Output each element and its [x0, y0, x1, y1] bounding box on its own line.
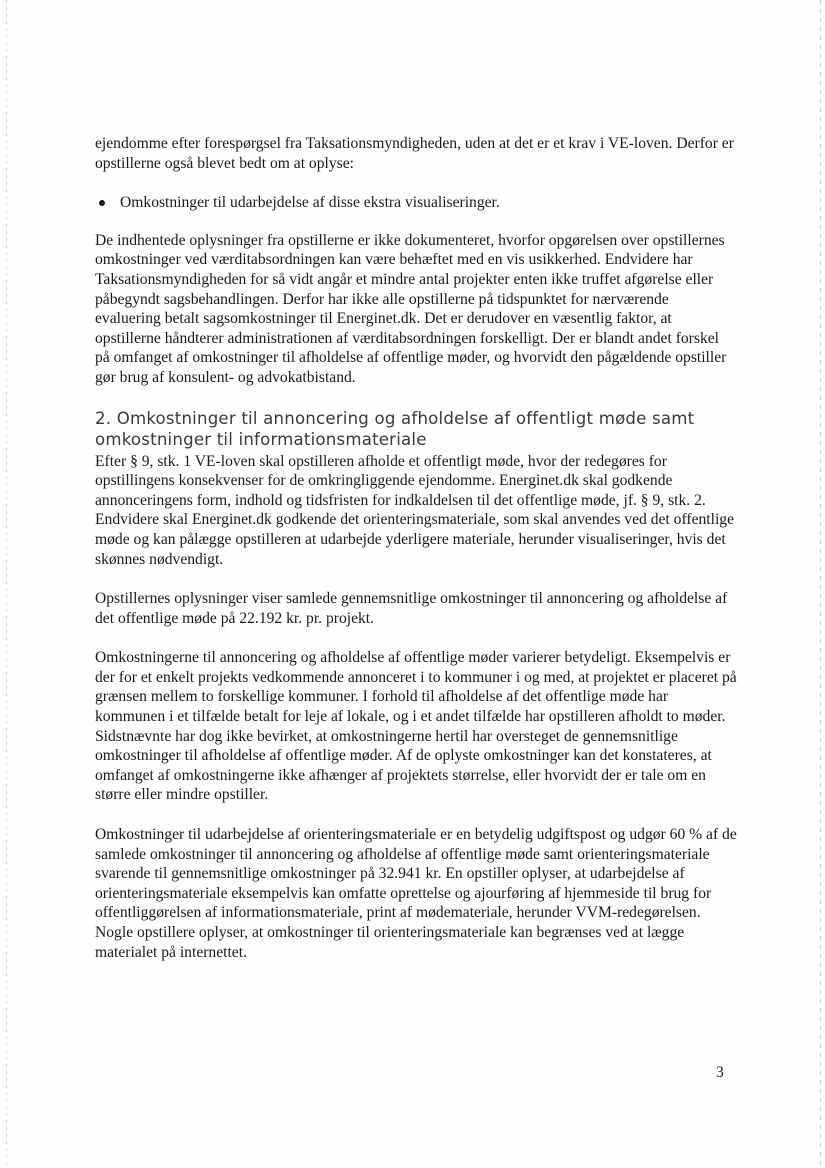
paragraph-average-costs: Opstillernes oplysninger viser samlede gennemsnitlige omkostninger til annoncering og afholdelse af det offentlige møde på 22.192 kr. pr. projekt.: [95, 590, 728, 627]
intro-paragraph: ejendomme efter forespørgsel fra Taksationsmyndigheden, uden at det er et krav i VE-loven. Derfor er opstillerne også blevet bedt om at oplyse:: [95, 135, 734, 172]
scan-right-edge: [820, 0, 821, 1168]
paragraph-legal-basis: Efter § 9, stk. 1 VE-loven skal opstilleren afholde et offentligt møde, hvor der redegøres for opstillingens konsekvenser for de omkringliggende ejendomme. Energinet.dk skal godkende annonceringens form, indhold og tidsfristen for indkaldelsen til det offentlige møde, jf. § 9, stk. 2. Endvidere skal Energinet.dk godkende det orienteringsmateriale, som skal anvendes ved det offentlige møde og kan pålægge opstilleren at udarbejde yderligere materiale, herunder visualiseringer, hvis det skønnes nødvendigt.: [95, 452, 735, 568]
document-body: [95, 134, 737, 982]
paragraph-info-material: Omkostninger til udarbejdelse af orienteringsmateriale er en betydelig udgiftspost og udgør 60 % af de samlede omkostninger til annoncering og afholdelse af offentlige møde samt orienteringsmateriale svarende til gennemsnitlige omkostninger på 32.941 kr. En opstiller oplyser, at udarbejdelse af orienteringsmateriale eksempelvis kan omfatte oprettelse og ajourføring af hjemmeside til brug for offentliggørelsen af informationsmateriale, print af mødemateriale, herunder VVM-redegørelsen. Nogle opstillere oplyser, at omkostninger til orienteringsmateriale kan begrænses ved at lægge materialet på internettet.: [95, 826, 737, 961]
paragraph-uncertainty: De indhentede oplysninger fra opstillerne er ikke dokumenteret, hvorfor opgørelsen over opstillernes omkostninger ved værditabsordningen kan være behæftet med en vis usikkerhed. Endvidere har Taksationsmyndigheden for så vidt angår et mindre antal projekter enten ikke truffet afgørelse eller påbegyndt sagsbehandlingen. Derfor har ikke alle opstillerne på tidspunktet for nærværende evaluering betalt sagsomkostninger til Energinet.dk. Det er derudover en væsentlig faktor, at opstillerne håndterer administrationen af værditabsordningen forskelligt. Der er blandt andet forskel på omfanget af omkostninger til afholdelse af offentlige møder, og hvorvidt den pågældende opstiller gør brug af konsulent- og advokatbistand.: [95, 231, 727, 386]
paragraph-variation: Omkostningerne til annoncering og afholdelse af offentlige møder varierer betydeligt. Eksempelvis er der for et enkelt projekts vedkommende annonceret i to kommuner i og med, at projektet er placeret på grænsen mellem to forskellige kommuner. I forhold til afholdelse af det offentlige møde har kommunen i et tilfælde betalt for leje af lokale, og i et andet tilfælde har opstilleren afholdt to møder. Sidstnævnte har dog ikke bevirket, at omkostningerne hertil har oversteget de gennemsnitlige omkostninger til afholdelse af offentlige møder. Af de oplyste omkostninger kan det konstateres, at omfanget af omkostningerne ikke afhænger af projektets størrelse, eller hvorvidt der er tale om en større eller mindre opstiller.: [95, 649, 737, 804]
bullet-text: Omkostninger til udarbejdelse af disse ekstra visualiseringer.: [120, 194, 500, 212]
bullet-list: [95, 193, 737, 213]
scan-left-edge: [6, 0, 7, 1168]
page-number: 3: [716, 1064, 724, 1081]
list-item: [95, 193, 737, 213]
section-heading: 2. Omkostninger til annoncering og afholdelse af offentligt møde samt omkostninger til informationsmateriale: [95, 408, 695, 449]
bullet-icon: [99, 200, 105, 206]
